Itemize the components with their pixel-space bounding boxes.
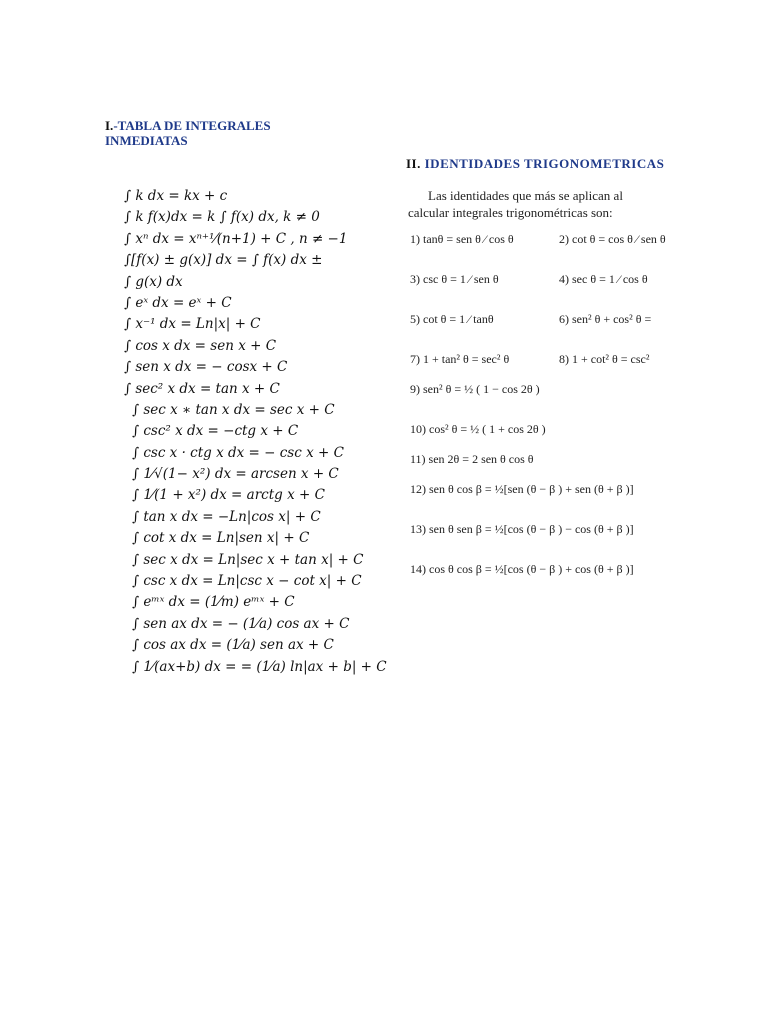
formula-row: ∫ cot x dx = Ln|sen x| + C	[132, 530, 310, 547]
identity-item: 8) 1 + cot² θ = csc²	[559, 352, 650, 366]
identity-item: 3) csc θ = 1 ⁄ sen θ	[410, 272, 499, 286]
formula-row: ∫ sec² x dx = tan x + C	[124, 380, 280, 397]
formula-row: ∫ 1⁄(ax+b) dx = = (1⁄a) ln|ax + b| + C	[132, 658, 387, 675]
formula-row: ∫ sen ax dx = − (1⁄a) cos ax + C	[132, 615, 350, 632]
identity-item: 14) cos θ cos β = ½[cos (θ − β ) + cos (θ + β )]	[410, 562, 634, 576]
formula-row: ∫ 1⁄√(1− x²) dx = arcsen x + C	[132, 466, 339, 483]
intro-line-2: calcular integrales trigonométricas son:	[408, 205, 613, 220]
identity-item: 4) sec θ = 1 ⁄ cos θ	[559, 272, 648, 286]
identity-row	[408, 232, 708, 272]
identity-row	[408, 272, 708, 312]
identity-item: 5) cot θ = 1 ⁄ tanθ	[410, 312, 494, 326]
formula-row: ∫ g(x) dx	[124, 273, 183, 290]
identity-item: 2) cot θ = cos θ ⁄ sen θ	[559, 232, 666, 246]
formula-row: ∫ sec x dx = Ln|sec x + tan x| + C	[132, 551, 364, 568]
identity-item: 7) 1 + tan² θ = sec² θ	[410, 352, 510, 366]
identity-list	[408, 232, 708, 602]
identity-item: 9) sen² θ = ½ ( 1 − cos 2θ )	[410, 382, 540, 396]
identity-row	[408, 482, 708, 522]
section-2-intro	[408, 187, 658, 221]
formula-row: ∫ sen x dx = − cosx + C	[124, 359, 288, 376]
formula-row: ∫ cos ax dx = (1⁄a) sen ax + C	[132, 637, 334, 654]
identity-row	[408, 312, 708, 352]
formula-row: ∫ k dx = kx + c	[124, 188, 228, 204]
formula-row: ∫ 1⁄(1 + x²) dx = arctg x + C	[132, 487, 325, 504]
section-2-title-text: IDENTIDADES TRIGONOMETRICAS	[424, 156, 665, 171]
formula-row: ∫ eᵐˣ dx = (1⁄m) eᵐˣ + C	[132, 594, 295, 611]
identity-row	[408, 452, 708, 482]
formula-row: ∫[f(x) ± g(x)] dx = ∫ f(x) dx ±	[124, 252, 323, 269]
identity-row	[408, 352, 708, 382]
identity-item: 10) cos² θ = ½ ( 1 + cos 2θ )	[410, 422, 546, 436]
identity-row	[408, 382, 708, 422]
section-1-title-text: -TABLA DE INTEGRALES INMEDIATAS	[105, 118, 271, 148]
section-1-title	[105, 118, 345, 148]
formula-row: ∫ eˣ dx = eˣ + C	[124, 294, 232, 311]
formula-row: ∫ tan x dx = −Ln|cos x| + C	[132, 508, 321, 525]
formula-row: ∫ x⁻¹ dx = Ln|x| + C	[124, 316, 261, 333]
identity-row	[408, 422, 708, 452]
formula-row: ∫ csc x · ctg x dx = − csc x + C	[132, 444, 344, 461]
formula-row: ∫ csc² x dx = −ctg x + C	[132, 423, 299, 440]
identity-row	[408, 522, 708, 562]
identity-item: 6) sen² θ + cos² θ =	[559, 312, 652, 326]
identity-row	[408, 562, 708, 602]
section-1-number: I.	[105, 118, 114, 133]
formula-row: ∫ k f(x)dx = k ∫ f(x) dx, k ≠ 0	[124, 209, 320, 226]
formula-row: ∫ sec x ∗ tan x dx = sec x + C	[132, 401, 335, 418]
formula-row: ∫ csc x dx = Ln|csc x − cot x| + C	[132, 573, 362, 590]
identity-item: 11) sen 2θ = 2 sen θ cos θ	[410, 452, 534, 466]
identity-item: 1) tanθ = sen θ ⁄ cos θ	[410, 232, 514, 246]
intro-line-1: Las identidades que más se aplican al	[428, 188, 623, 203]
formula-row: ∫ cos x dx = sen x + C	[124, 337, 277, 354]
section-2-title	[406, 156, 696, 172]
identity-item: 13) sen θ sen β = ½[cos (θ − β ) − cos (θ + β )]	[410, 522, 634, 536]
formula-row: ∫ xⁿ dx = xⁿ⁺¹⁄(n+1) + C , n ≠ −1	[124, 230, 348, 247]
identity-item: 12) sen θ cos β = ½[sen (θ − β ) + sen (θ + β )]	[410, 482, 634, 496]
integral-table	[124, 186, 387, 678]
section-2-number: II.	[406, 156, 421, 171]
